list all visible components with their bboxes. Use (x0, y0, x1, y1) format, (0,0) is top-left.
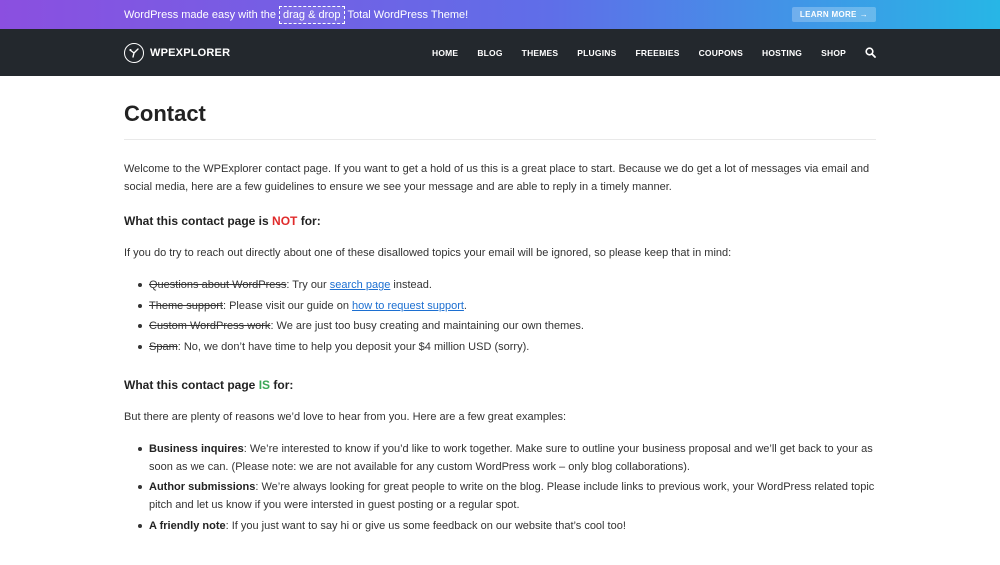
promo-text-before: WordPress made easy with the (124, 8, 277, 21)
item-text: : We are just too busy creating and maintaining our own themes. (270, 320, 584, 332)
item-text-end: . (463, 299, 467, 312)
nav-home[interactable]: HOME (432, 47, 459, 58)
nav-blog[interactable]: BLOG (477, 47, 503, 58)
arrow-right-icon: → (859, 10, 868, 19)
not-section-subtext: If you do try to reach out directly about one of these disallowed topics your email will be ignored, so please keep that in mind: (124, 247, 732, 259)
is-section-subtext: But there are plenty of reasons we’d love to hear from you. Here are a few great examples: (124, 410, 567, 423)
item-strike: Spam (149, 340, 178, 353)
item-strike: Questions about WordPress (149, 279, 287, 291)
main-nav (413, 47, 876, 58)
nav-plugins[interactable]: PLUGINS (577, 47, 617, 58)
item-bold: A friendly note (149, 519, 226, 532)
learn-more-button[interactable] (792, 7, 876, 22)
is-list (124, 440, 876, 535)
nav-hosting[interactable]: HOSTING (761, 47, 803, 58)
list-item (138, 317, 876, 335)
main-content (0, 76, 1000, 535)
promo-text-after: Total WordPress Theme! (347, 8, 469, 21)
list-item (138, 478, 876, 514)
is-heading-word: IS (258, 377, 271, 392)
nav-themes[interactable]: THEMES (521, 47, 559, 58)
nav-shop[interactable]: SHOP (821, 47, 846, 58)
item-strike: Theme support (149, 299, 223, 312)
item-text: : Please visit our guide on (222, 299, 353, 312)
site-logo[interactable] (124, 43, 230, 63)
is-heading-after: for: (270, 377, 294, 392)
not-heading-after: for: (297, 214, 321, 228)
page-title: Contact (124, 76, 876, 140)
promo-highlight: drag & drop (279, 6, 344, 24)
logo-icon (124, 43, 144, 63)
item-text: : We’re interested to know if you’d like to work together. Make sure to outline your business proposal and we’ll get back to your as soon as we can. (Please note: we are not available for any custom WordPress work – only blog collaborations). (149, 442, 873, 473)
item-bold: Business inquires (149, 442, 244, 455)
item-text: : Try our (286, 279, 330, 291)
learn-more-label: LEARN MORE (799, 10, 857, 19)
list-item (138, 440, 876, 476)
search-page-link[interactable]: search page (329, 279, 391, 291)
not-heading-before: What this contact page is (124, 214, 273, 228)
item-text: : If you just want to say hi or give us some feedback on our website that’s cool too! (225, 519, 626, 532)
item-strike: Custom WordPress work (149, 320, 271, 332)
promo-text (124, 6, 468, 24)
item-text: : No, we don’t have time to help you deposit your $4 million USD (sorry). (177, 340, 530, 353)
is-heading-before: What this contact page (124, 377, 259, 392)
request-support-link[interactable]: how to request support (352, 299, 464, 312)
list-item (138, 297, 876, 315)
list-item (138, 517, 876, 535)
promo-bar (0, 0, 1000, 29)
item-bold: Author submissions (149, 481, 256, 493)
intro-paragraph: Welcome to the WPExplorer contact page. If you want to get a hold of us this is a great place to start. Because we do get a lot of messages via email and social media, here are a few guidelines to ensure we see your message and are able to reply in a timely manner. (124, 163, 870, 193)
item-text: : We’re always looking for great people to write on the blog. Please include links to previous work, your WordPress related topic pitch and let us know if you were intersted in guest posting or a regular spot. (149, 481, 875, 511)
not-list (124, 276, 876, 356)
list-item (138, 338, 876, 356)
logo-text: WPEXPLORER (150, 46, 231, 59)
search-icon[interactable] (865, 47, 876, 58)
not-heading-word: NOT (272, 214, 298, 228)
list-item (138, 276, 876, 294)
is-section-heading (124, 378, 876, 392)
item-text-end: instead. (390, 279, 432, 291)
nav-freebies[interactable]: FREEBIES (635, 47, 680, 58)
not-section-heading (124, 214, 876, 228)
site-header (0, 29, 1000, 76)
nav-coupons[interactable]: COUPONS (698, 47, 743, 58)
